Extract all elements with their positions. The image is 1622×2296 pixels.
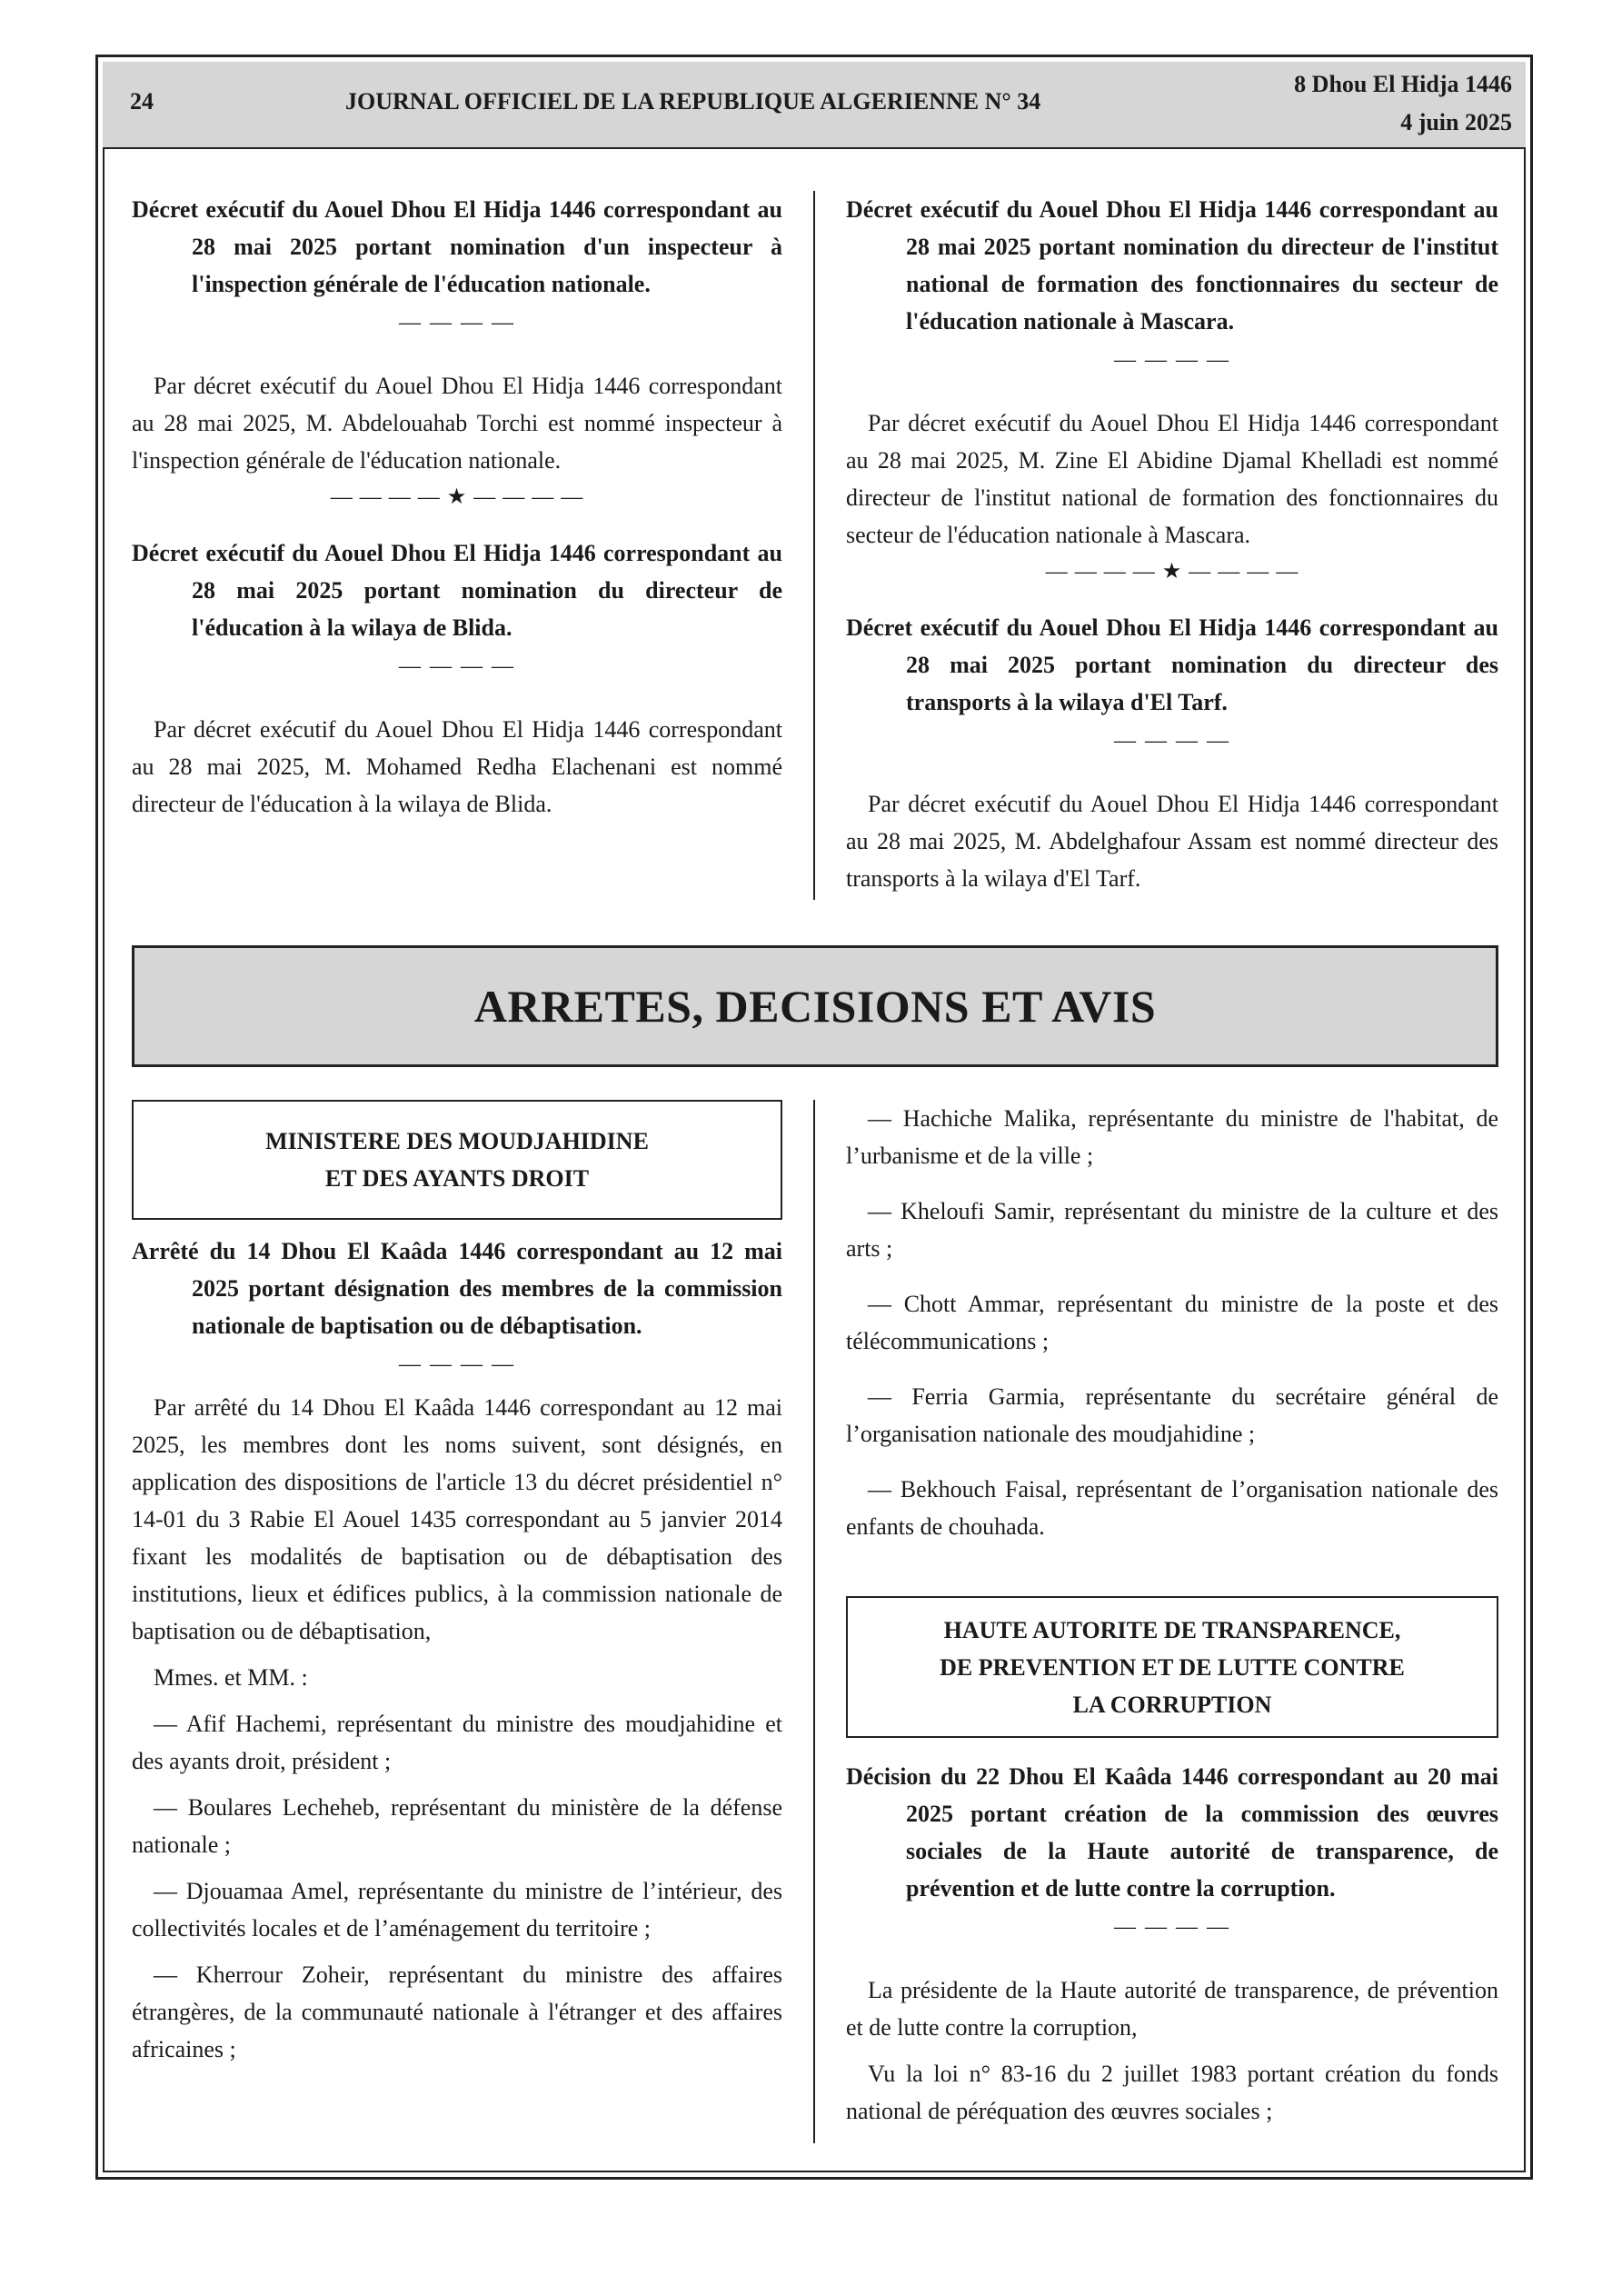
date-hijri: 8 Dhou El Hidja 1446 xyxy=(1294,71,1512,97)
section-title: ARRETES, DECISIONS ET AVIS xyxy=(473,981,1157,1032)
decision-title: Décision du 22 Dhou El Kaâda 1446 correspondant au 20 mai 2025 portant création de la commission des œuvres sociales de la Haute autorité de transparence, de prévention et de lutte contre la corruption. xyxy=(846,1763,1498,1902)
member-item: — Hachiche Malika, représentante du ministre de l'habitat, de l’urbanisme et de la ville ; xyxy=(846,1105,1498,1169)
top-right-column xyxy=(846,191,1498,897)
ministry-name-line2: ET DES AYANTS DROIT xyxy=(324,1165,590,1192)
column-divider-top xyxy=(813,191,815,900)
arrete-title: Arrêté du 14 Dhou El Kaâda 1446 correspondant au 12 mai 2025 portant désignation des membres de la commission nationale de baptisation ou de débaptisation. xyxy=(132,1238,782,1339)
column-divider-bottom xyxy=(813,1100,815,2143)
top-left-column xyxy=(132,191,782,823)
member-item: — Kherrour Zoheir, représentant du ministre des affaires étrangères, de la communauté nationale à l'étranger et des affaires africaines ; xyxy=(132,1962,782,2062)
authority-box xyxy=(846,1596,1498,1738)
journal-title: JOURNAL OFFICIEL DE LA REPUBLIQUE ALGERIENNE N° 34 xyxy=(345,88,1041,115)
separator-dash: — — — — xyxy=(1114,729,1230,753)
decree-title: Décret exécutif du Aouel Dhou El Hidja 1446 correspondant au 28 mai 2025 portant nomination du directeur de l'institut national de formation des fonctionnaires du secteur de l'éducation nationale à Mascara. xyxy=(846,196,1498,334)
decree-title: Décret exécutif du Aouel Dhou El Hidja 1446 correspondant au 28 mai 2025 portant nomination du directeur de l'éducation à la wilaya de Blida. xyxy=(132,540,782,641)
separator-dash: — — — — xyxy=(1114,1915,1230,1939)
decree-body: Par décret exécutif du Aouel Dhou El Hidja 1446 correspondant au 28 mai 2025, M. Mohamed Redha Elachenani est nommé directeur de l'éducation à la wilaya de Blida. xyxy=(132,716,782,817)
decree-title: Décret exécutif du Aouel Dhou El Hidja 1446 correspondant au 28 mai 2025 portant nomination du directeur des transports à la wilaya d'El Tarf. xyxy=(846,614,1498,715)
decree-body: Par décret exécutif du Aouel Dhou El Hidja 1446 correspondant au 28 mai 2025, M. Zine El Abidine Djamal Khelladi est nommé directeur de l'institut national de formation des fonctionnaires du secteur de l'éducation nationale à Mascara. xyxy=(846,410,1498,548)
decree-body: Par décret exécutif du Aouel Dhou El Hidja 1446 correspondant au 28 mai 2025, M. Abdelghafour Assam est nommé directeur des transports à la wilaya d'El Tarf. xyxy=(846,791,1498,892)
arrete-salutation: Mmes. et MM. : xyxy=(154,1664,308,1691)
separator-dash: — — — — xyxy=(399,654,515,678)
page-number: 24 xyxy=(130,88,154,115)
member-item: — Afif Hachemi, représentant du ministre des moudjahidine et des ayants droit, président ; xyxy=(132,1711,782,1774)
separator-dash: — — — — xyxy=(1114,348,1230,372)
arrete-body: Par arrêté du 14 Dhou El Kaâda 1446 correspondant au 12 mai 2025, les membres dont les noms suivent, sont désignés, en application des dispositions de l'article 13 du décret présidentiel n° 14-01 du 3 Rabie El Aouel 1435 correspondant au 5 janvier 2014 fixant les modalités de baptisation ou de débaptisation des institutions, lieux et édifices publics, à la commission nationale de baptisation ou de débaptisation, xyxy=(132,1394,782,1644)
member-item: — Kheloufi Samir, représentant du ministre de la culture et des arts ; xyxy=(846,1198,1498,1262)
decision-body: La présidente de la Haute autorité de transparence, de prévention et de lutte contre la corruption, xyxy=(846,1977,1498,2041)
decree-body: Par décret exécutif du Aouel Dhou El Hidja 1446 correspondant au 28 mai 2025, M. Abdelouahab Torchi est nommé inspecteur à l'inspection générale de l'éducation nationale. xyxy=(132,373,782,474)
bottom-right-column xyxy=(846,1100,1498,2130)
member-item: — Chott Ammar, représentant du ministre de la poste et des télécommunications ; xyxy=(846,1291,1498,1354)
authority-name-line3: LA CORRUPTION xyxy=(1072,1691,1272,1718)
separator-dash: — — — — xyxy=(399,1353,515,1376)
authority-name-line1: HAUTE AUTORITE DE TRANSPARENCE, xyxy=(943,1616,1401,1643)
separator-star: — — — — ★ — — — — xyxy=(1045,560,1299,584)
member-item: — Ferria Garmia, représentante du secrétaire général de l’organisation nationale des moudjahidine ; xyxy=(846,1383,1498,1447)
ministry-name-line1: MINISTERE DES MOUDJAHIDINE xyxy=(265,1128,649,1154)
ministry-box xyxy=(132,1100,782,1220)
separator-star: — — — — ★ — — — — xyxy=(330,485,584,509)
member-item: — Djouamaa Amel, représentante du ministre de l’intérieur, des collectivités locales et de l’aménagement du territoire ; xyxy=(132,1878,782,1942)
member-item: — Boulares Lecheheb, représentant du ministère de la défense nationale ; xyxy=(132,1794,782,1858)
authority-name-line2: DE PREVENTION ET DE LUTTE CONTRE xyxy=(940,1653,1405,1681)
date-gregorian: 4 juin 2025 xyxy=(1400,109,1512,135)
decision-body: Vu la loi n° 83-16 du 2 juillet 1983 portant création du fonds national de péréquation des œuvres sociales ; xyxy=(846,2061,1498,2124)
separator-dash: — — — — xyxy=(399,311,515,334)
bottom-left-column xyxy=(132,1100,782,2068)
member-item: — Bekhouch Faisal, représentant de l’organisation nationale des enfants de chouhada. xyxy=(846,1476,1498,1540)
section-band xyxy=(132,945,1498,1067)
decree-title: Décret exécutif du Aouel Dhou El Hidja 1446 correspondant au 28 mai 2025 portant nomination d'un inspecteur à l'inspection générale de l'éducation nationale. xyxy=(132,196,782,297)
